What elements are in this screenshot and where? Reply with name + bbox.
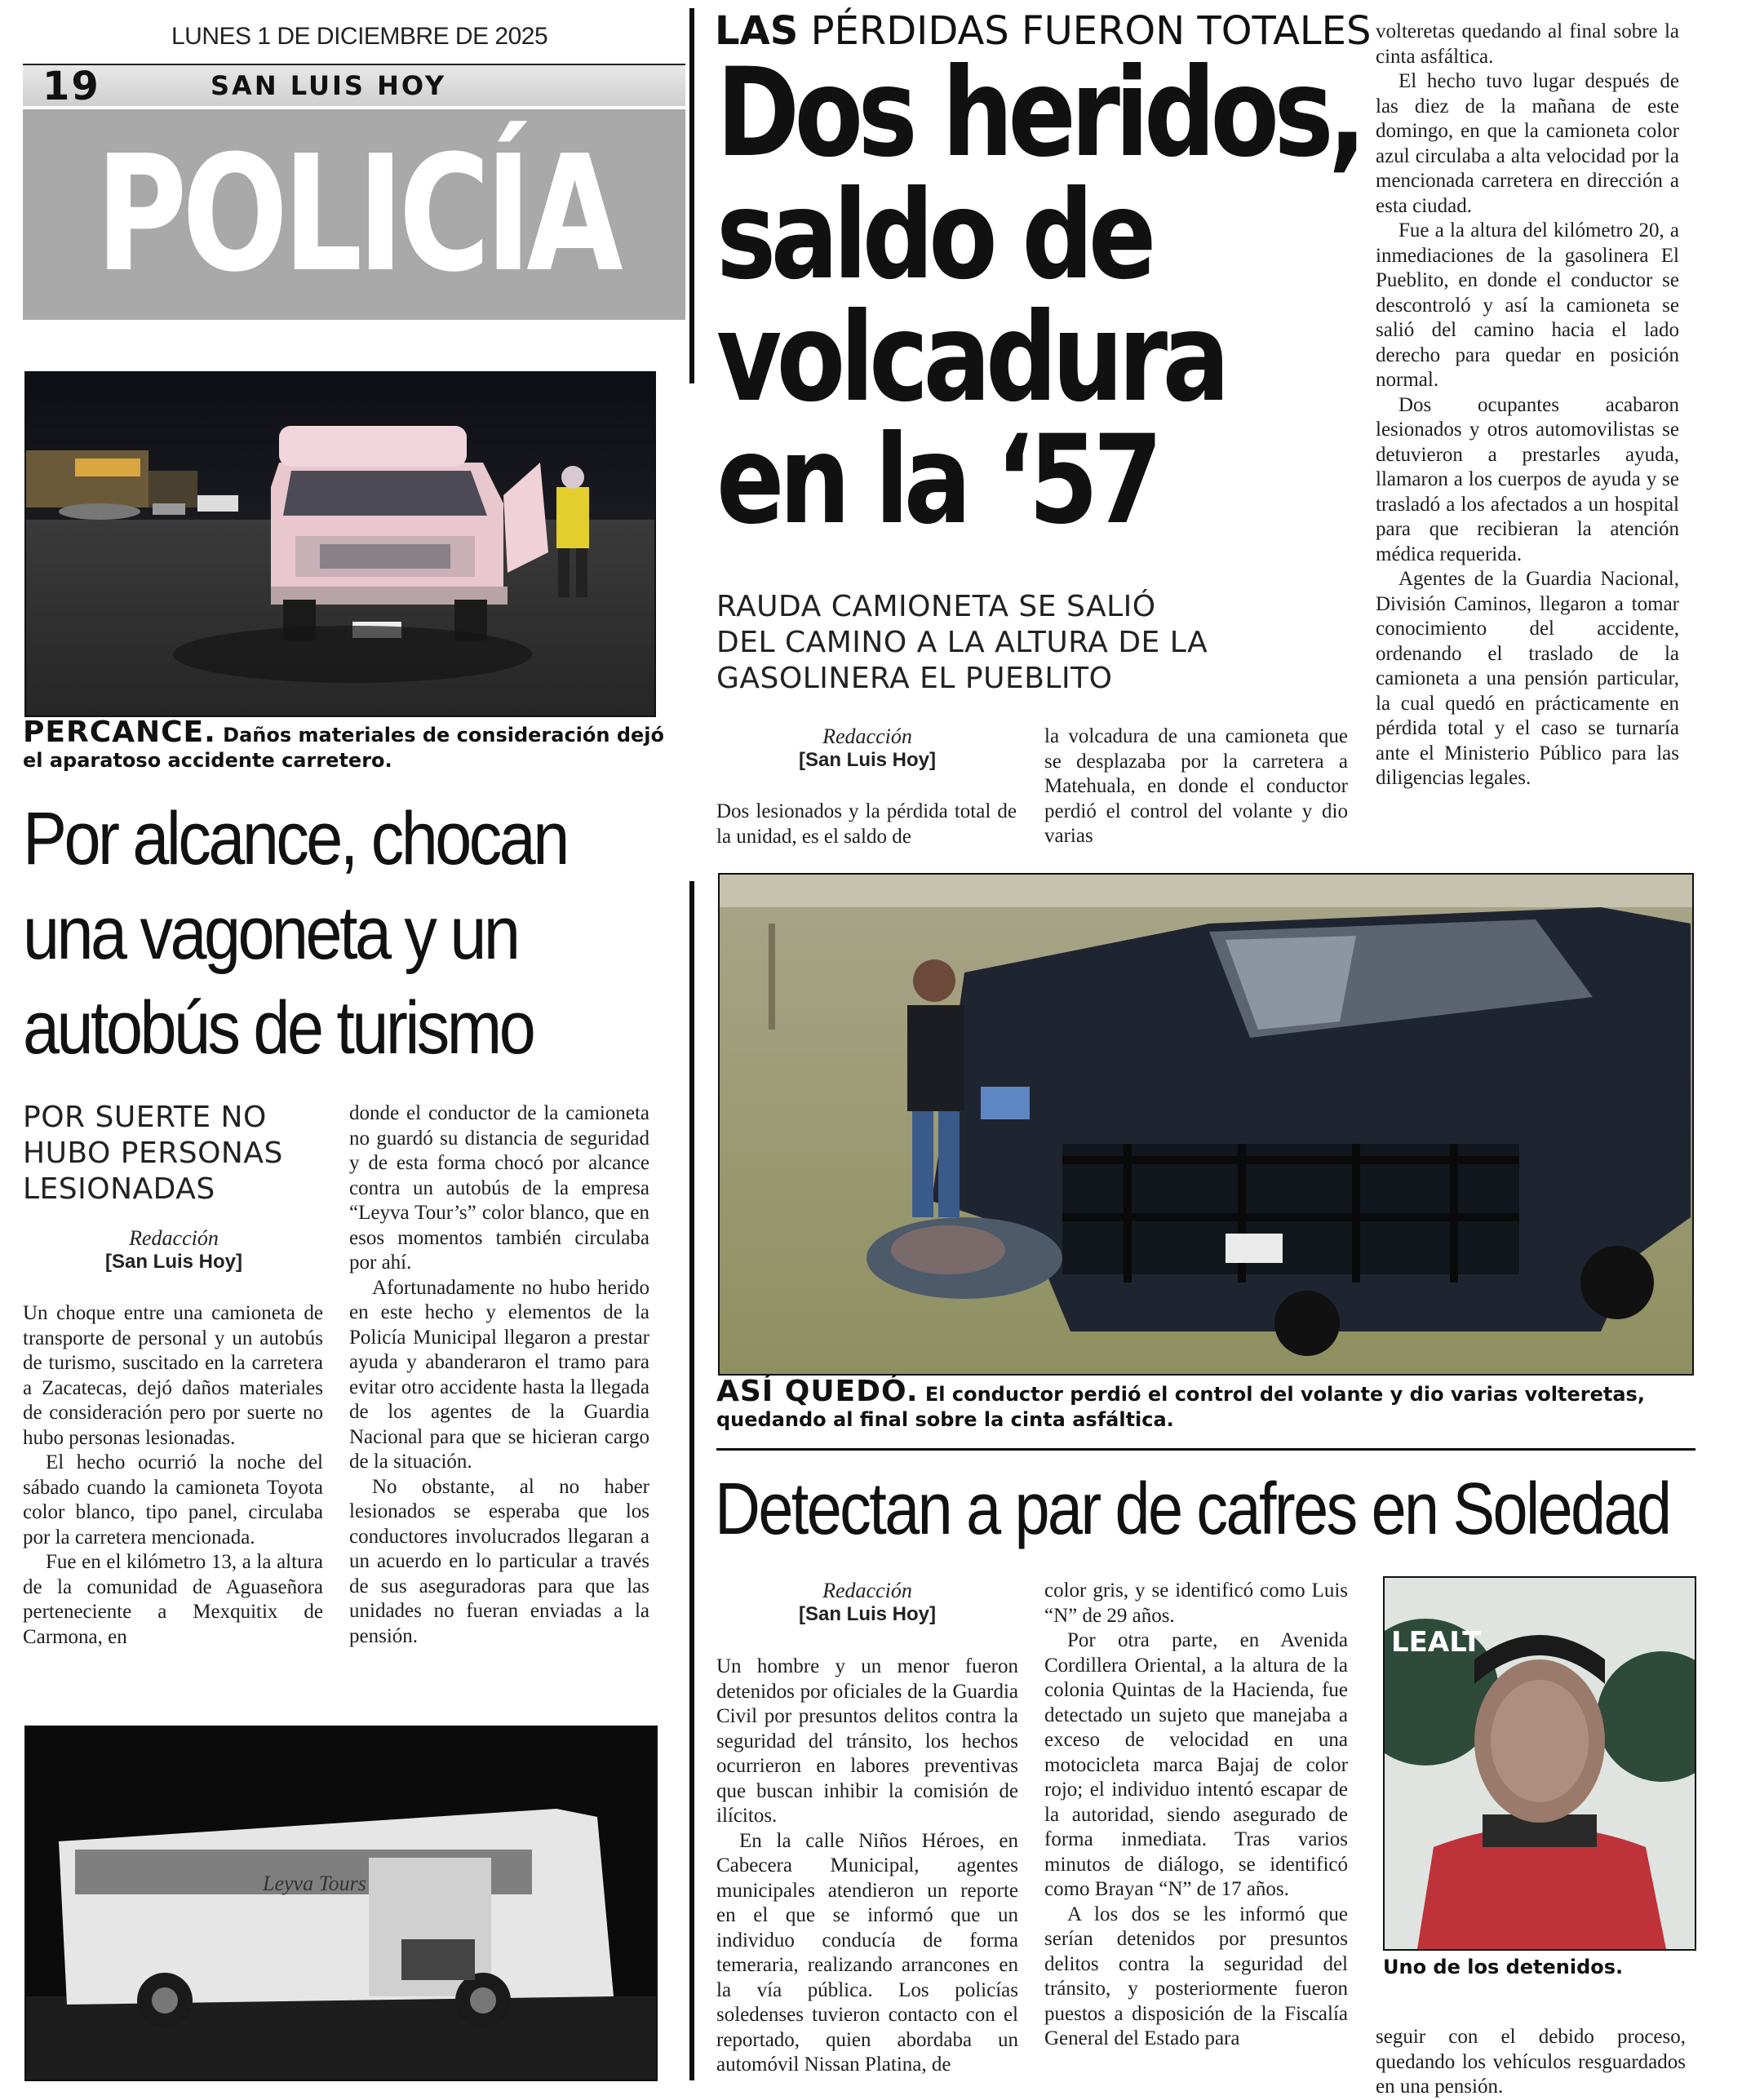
column-rule [689,8,694,383]
bottom-column-2 [1044,1579,1348,2052]
subhead-line: HUBO PERSONAS [23,1136,283,1170]
left-subhead [23,1100,349,1207]
section-title: POLICÍA [95,122,618,308]
subhead-line: POR SUERTE NO [23,1101,267,1134]
detainee-photo [1383,1576,1696,1951]
detainee-caption: Uno de los detenidos. [1383,1956,1624,1978]
bottom-byline [716,1579,1018,1626]
byline-outlet: [San Luis Hoy] [798,1603,936,1625]
main-column-2 [1044,724,1348,849]
van-crash-photo [24,371,656,717]
left-byline [23,1226,325,1274]
truck-photo-caption [716,1375,1695,1433]
bus-sign-text: Leyva Tours [263,1872,366,1895]
kicker-rest: PÉRDIDAS FUERON TOTALES [810,8,1372,54]
paragraph: Fue en el kilómetro 13, a la altura de la comunidad de Aguaseñora perteneciente a Mexquitix de Carmona, en [23,1551,323,1648]
paragraph: la volcadura de una camioneta que se desplazaba por la carretera a Matehuala, en donde el conductor perdió el control del volante y dio varias [1044,725,1348,847]
paragraph: Fue a la altura del kilómetro 20, a inmediaciones de la gasolinera El Pueblito, en donde el conductor se descontroló y así la camioneta se salió del camino hacia el lado derecho para quedar en posición normal. [1376,219,1679,391]
bottom-headline: Detectan a par de cafres en Soledad [715,1469,1670,1550]
kicker-bold: LAS [715,8,799,54]
headline-line: una vagoneta y un [23,892,518,975]
paragraph: El hecho ocurrió la noche del sábado cuando la camioneta Toyota color blanco, tipo panel, circulaba por la carretera mencionada. [23,1451,323,1548]
subhead-line: RAUDA CAMIONETA SE SALIÓ [716,590,1156,623]
caption-lead: PERCANCE. [23,716,216,749]
caption-lead: ASÍ QUEDÓ. [716,1375,919,1408]
main-column-1 [716,800,1017,849]
paragraph: El hecho tuvo lugar después de las diez de la mañana de este domingo, en que la camioneta color azul circulaba a alta velocidad por la mencionada carretera en dirección a esta ciudad. [1376,70,1679,217]
paragraph: No obstante, al no haber lesionados se esperaba que los conductores involucrados llegaran a un acuerdo en lo particular a través de sus aseguradoras para que las unidades no fueran enviadas a la pensión. [349,1475,649,1647]
photo-wall-text: LEALT [1391,1626,1482,1659]
main-headline [716,42,1362,552]
left-column-1 [23,1301,323,1650]
subhead-line: LESIONADAS [23,1172,215,1206]
paragraph: Afortunadamente no hubo herido en este hecho y elementos de la Policía Municipal llegaron a prestar ayuda y abanderaron el tramo para evitar otro accidente hasta la llegada de los agentes de la Guardia Nacional para que se hicieran cargo de la situación. [349,1276,649,1473]
column-rule [689,881,694,2080]
bus-photo [24,1726,658,2081]
headline-line: Por alcance, chocan [23,797,567,880]
byline-author: Redacción [129,1226,219,1250]
headline-line: autobús de turismo [23,986,534,1070]
main-subhead [716,589,1222,697]
paragraph: color gris, y se identificó como Luis “N” de 29 años. [1044,1579,1348,1627]
subhead-line: GASOLINERA EL PUEBLITO [716,662,1113,695]
byline-author: Redacción [822,1579,912,1602]
byline-outlet: [San Luis Hoy] [104,1251,242,1273]
page-number: 19 [42,64,100,109]
paragraph: Un hombre y un menor fueron detenidos por oficiales de la Guardia Civil por presuntos delitos contra la seguridad del tránsito, los hechos ocurrieron en labores preventivas que buscan inhibir la comisión de ilícitos. [716,1655,1018,1827]
paper-name: SAN LUIS HOY [211,70,447,101]
headline-line: volcadura [716,287,1225,429]
caption-text: Daños materiales de consideración dejó el aparatoso accidente carretero. [23,724,665,772]
bottom-column-1 [716,1655,1018,2078]
paragraph: En la calle Niños Héroes, en Cabecera Municipal, agentes municipales atendieron un reporte en el que se informó que un individuo conducía de forma temeraria, realizando arrancones en la vía pública. Los policías soledenses tuvieron contacto con el reportado, quien abordaba un automóvil Nissan Platina, de [716,1829,1018,2076]
left-column-2 [349,1101,649,1649]
headline-line: saldo de [716,165,1151,307]
byline-outlet: [San Luis Hoy] [798,749,936,771]
paragraph: volteretas quedando al final sobre la cinta asfáltica. [1376,20,1679,68]
subhead-line: DEL CAMINO A LA ALTURA DE LA [716,626,1208,659]
left-headline [23,791,597,1075]
van-photo-caption [23,716,667,773]
headline-line: Dos heridos, [716,42,1362,184]
section-divider [716,1448,1695,1451]
paragraph: Dos ocupantes acabaron lesionados y otros automovilistas se detuvieron a prestarles ayuda, llamaron a los cuerpos de ayuda y se trasladó a los afectados a un hospital para que recibieran la atención médica requerida. [1376,393,1679,565]
main-column-3 [1376,20,1679,791]
issue-date: LUNES 1 DE DICIEMBRE DE 2025 [171,23,548,50]
paragraph: donde el conductor de la camioneta no guardó su distancia de seguridad y de esta forma chocó por alcance contra un autobús de la empresa “Leyva Tour’s” color blanco, que en esos momentos también circulaba por ahí. [349,1102,649,1274]
headline-line: en la ‘57 [716,410,1158,552]
paragraph: Agentes de la Guardia Nacional, División Caminos, llegaron a tomar conocimiento del accidente, ordenando el traslado de la camioneta a una pensión particular, la cual quedó en prácticamente en pérdida total y el caso se turnaría ante el Ministerio Público para las diligencias legales. [1376,568,1679,789]
paragraph: A los dos se les informó que serían detenidos por presuntos delitos contra la seguridad del tránsito, y posteriormente fueron puestos a disposición de la Fiscalía General del Estado para [1044,1903,1348,2049]
paragraph: seguir con el debido proceso, quedando los vehículos resguardados en una pensión. [1376,2026,1686,2098]
main-byline [716,724,1018,772]
paragraph: Por otra parte, en Avenida Cordillera Oriental, a la altura de la colonia Quintas de la Hacienda, fue detectado un sujeto que manejaba a exceso de velocidad en una motocicleta marca Bajaj de color rojo; el individuo intentó escapar de la autoridad, siendo asegurado de forma inmediata. Tras varios minutos de diálogo, se identificó como Brayan “N” de 17 años. [1044,1629,1348,1900]
byline-author: Redacción [822,724,912,748]
paragraph: Un choque entre una camioneta de transporte de personal y un autobús de turismo, suscitado en la carretera a Zacatecas, dejó daños materiales de consideración pero por suerte no hubo personas lesionadas. [23,1302,323,1449]
caption-text: El conductor perdió el control del volante y dio varias volteretas, quedando al final sobre la cinta asfáltica. [716,1383,1645,1431]
paragraph: Dos lesionados y la pérdida total de la unidad, es el saldo de [716,800,1017,848]
rollover-truck-photo [718,873,1694,1376]
